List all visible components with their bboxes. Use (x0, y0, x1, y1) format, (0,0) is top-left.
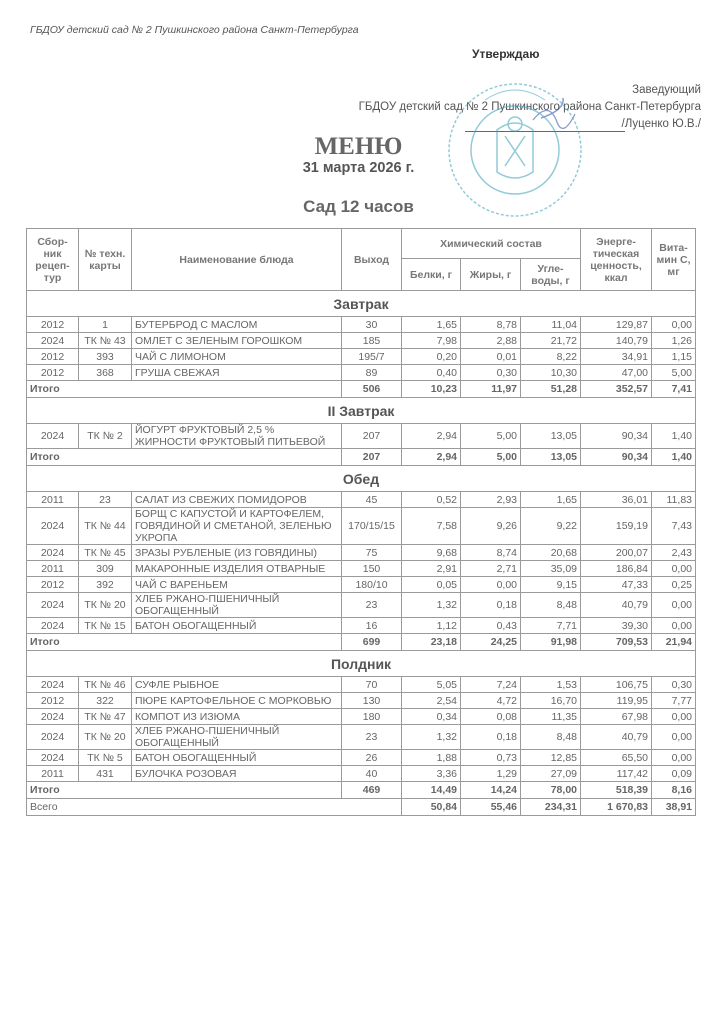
recipe-collection: 2011 (27, 492, 79, 508)
subtotal-fat: 5,00 (461, 449, 521, 466)
value-carbs: 10,30 (521, 365, 581, 381)
value-fat: 0,30 (461, 365, 521, 381)
subtotal-energy: 90,34 (581, 449, 652, 466)
recipe-collection: 2024 (27, 545, 79, 561)
dish-yield: 26 (342, 750, 402, 766)
value-protein: 2,54 (402, 693, 461, 709)
subtotal-vitc: 21,94 (652, 634, 696, 651)
col-header-fat: Жиры, г (461, 259, 521, 291)
table-row (27, 618, 696, 634)
tech-card-number: 23 (79, 492, 132, 508)
value-protein: 1,32 (402, 725, 461, 750)
subtotal-carbs: 51,28 (521, 381, 581, 398)
dish-name: ГРУША СВЕЖАЯ (132, 365, 342, 381)
table-row (27, 693, 696, 709)
value-carbs: 11,35 (521, 709, 581, 725)
value-carbs: 8,22 (521, 349, 581, 365)
value-vitc: 0,00 (652, 561, 696, 577)
value-protein: 9,68 (402, 545, 461, 561)
value-vitc: 0,00 (652, 725, 696, 750)
subtotal-fat: 24,25 (461, 634, 521, 651)
recipe-collection: 2012 (27, 577, 79, 593)
tech-card-number: 309 (79, 561, 132, 577)
value-carbs: 21,72 (521, 333, 581, 349)
value-vitc: 11,83 (652, 492, 696, 508)
value-energy: 90,34 (581, 424, 652, 449)
value-carbs: 27,09 (521, 766, 581, 782)
subtotal-label: Итого (27, 449, 342, 466)
table-row (27, 577, 696, 593)
table-row (27, 365, 696, 381)
recipe-collection: 2011 (27, 561, 79, 577)
dish-yield: 75 (342, 545, 402, 561)
value-vitc: 0,25 (652, 577, 696, 593)
dish-name: ЧАЙ С ЛИМОНОМ (132, 349, 342, 365)
value-energy: 40,79 (581, 593, 652, 618)
section-title: II Завтрак (27, 398, 696, 424)
value-fat: 0,01 (461, 349, 521, 365)
tech-card-number: ТК № 5 (79, 750, 132, 766)
value-fat: 0,08 (461, 709, 521, 725)
table-row (27, 725, 696, 750)
value-protein: 1,32 (402, 593, 461, 618)
value-energy: 186,84 (581, 561, 652, 577)
dish-yield: 207 (342, 424, 402, 449)
value-carbs: 12,85 (521, 750, 581, 766)
dish-yield: 180 (342, 709, 402, 725)
subtotal-label: Итого (27, 782, 342, 799)
recipe-collection: 2024 (27, 424, 79, 449)
dish-yield: 89 (342, 365, 402, 381)
col-header-yield: Выход (342, 229, 402, 291)
value-protein: 1,65 (402, 317, 461, 333)
head-position: Заведующий (632, 84, 701, 96)
menu-date: 31 марта 2026 г. (302, 160, 415, 176)
subtotal-energy: 352,57 (581, 381, 652, 398)
menu-table-body (27, 291, 696, 816)
value-fat: 0,73 (461, 750, 521, 766)
dish-yield: 30 (342, 317, 402, 333)
table-row (27, 709, 696, 725)
value-carbs: 9,22 (521, 508, 581, 545)
value-vitc: 2,43 (652, 545, 696, 561)
value-fat: 2,71 (461, 561, 521, 577)
value-protein: 7,58 (402, 508, 461, 545)
value-fat: 0,18 (461, 593, 521, 618)
dish-name: САЛАТ ИЗ СВЕЖИХ ПОМИДОРОВ (132, 492, 342, 508)
recipe-collection: 2024 (27, 508, 79, 545)
tech-card-number: ТК № 20 (79, 725, 132, 750)
recipe-collection: 2024 (27, 709, 79, 725)
table-row (27, 492, 696, 508)
subtotal-row (27, 782, 696, 799)
dish-yield: 70 (342, 677, 402, 693)
tech-card-number: 393 (79, 349, 132, 365)
value-vitc: 1,15 (652, 349, 696, 365)
value-carbs: 1,53 (521, 677, 581, 693)
dish-yield: 185 (342, 333, 402, 349)
recipe-collection: 2012 (27, 349, 79, 365)
value-vitc: 0,30 (652, 677, 696, 693)
value-vitc: 7,43 (652, 508, 696, 545)
grand-total-energy: 1 670,83 (581, 799, 652, 816)
value-vitc: 0,00 (652, 618, 696, 634)
value-vitc: 0,00 (652, 750, 696, 766)
section-header (27, 651, 696, 677)
value-vitc: 1,40 (652, 424, 696, 449)
tech-card-number: 322 (79, 693, 132, 709)
tech-card-number: 431 (79, 766, 132, 782)
col-header-tech-card: № техн. карты (79, 229, 132, 291)
value-carbs: 20,68 (521, 545, 581, 561)
grand-total-protein: 50,84 (402, 799, 461, 816)
section-header (27, 466, 696, 492)
col-header-collection: Сбор-ник рецеп-тур (27, 229, 79, 291)
dish-name: БУТЕРБРОД С МАСЛОМ (132, 317, 342, 333)
subtotal-row (27, 449, 696, 466)
value-energy: 40,79 (581, 725, 652, 750)
recipe-collection: 2024 (27, 333, 79, 349)
value-protein: 5,05 (402, 677, 461, 693)
page-title: МЕНЮ (314, 133, 403, 160)
tech-card-number: ТК № 15 (79, 618, 132, 634)
dish-yield: 16 (342, 618, 402, 634)
value-protein: 0,52 (402, 492, 461, 508)
recipe-collection: 2024 (27, 618, 79, 634)
value-fat: 8,78 (461, 317, 521, 333)
subtotal-vitc: 7,41 (652, 381, 696, 398)
dish-yield: 40 (342, 766, 402, 782)
subtotal-row (27, 381, 696, 398)
col-header-dish: Наименование блюда (132, 229, 342, 291)
value-energy: 47,33 (581, 577, 652, 593)
value-energy: 119,95 (581, 693, 652, 709)
subtotal-fat: 11,97 (461, 381, 521, 398)
tech-card-number: ТК № 47 (79, 709, 132, 725)
value-fat: 7,24 (461, 677, 521, 693)
value-energy: 117,42 (581, 766, 652, 782)
value-energy: 140,79 (581, 333, 652, 349)
value-carbs: 11,04 (521, 317, 581, 333)
grand-total-carbs: 234,31 (521, 799, 581, 816)
subtotal-yield: 506 (342, 381, 402, 398)
dish-name: ЗРАЗЫ РУБЛЕНЫЕ (ИЗ ГОВЯДИНЫ) (132, 545, 342, 561)
dish-name: КОМПОТ ИЗ ИЗЮМА (132, 709, 342, 725)
subtotal-fat: 14,24 (461, 782, 521, 799)
subtotal-carbs: 91,98 (521, 634, 581, 651)
value-vitc: 5,00 (652, 365, 696, 381)
dish-name: БАТОН ОБОГАЩЕННЫЙ (132, 750, 342, 766)
dish-name: БОРЩ С КАПУСТОЙ И КАРТОФЕЛЕМ, ГОВЯДИНОЙ И СМЕТАНОЙ, ЗЕЛЕНЬЮ УКРОПА (132, 508, 342, 545)
value-carbs: 7,71 (521, 618, 581, 634)
recipe-collection: 2012 (27, 365, 79, 381)
menu-subtitle: Сад 12 часов (303, 197, 414, 216)
dish-name: ПЮРЕ КАРТОФЕЛЬНОЕ С МОРКОВЬЮ (132, 693, 342, 709)
value-fat: 8,74 (461, 545, 521, 561)
organization-header: ГБДОУ детский сад № 2 Пушкинского района Санкт-Петербурга (30, 24, 359, 36)
table-row (27, 349, 696, 365)
table-row (27, 766, 696, 782)
subtotal-energy: 709,53 (581, 634, 652, 651)
value-fat: 0,00 (461, 577, 521, 593)
dish-yield: 45 (342, 492, 402, 508)
section-header (27, 398, 696, 424)
value-protein: 2,91 (402, 561, 461, 577)
subtotal-protein: 14,49 (402, 782, 461, 799)
recipe-collection: 2024 (27, 725, 79, 750)
value-energy: 39,30 (581, 618, 652, 634)
dish-yield: 130 (342, 693, 402, 709)
table-row (27, 424, 696, 449)
recipe-collection: 2024 (27, 593, 79, 618)
value-protein: 2,94 (402, 424, 461, 449)
value-fat: 2,93 (461, 492, 521, 508)
value-carbs: 8,48 (521, 593, 581, 618)
tech-card-number: ТК № 46 (79, 677, 132, 693)
tech-card-number: 1 (79, 317, 132, 333)
value-energy: 34,91 (581, 349, 652, 365)
tech-card-number: ТК № 20 (79, 593, 132, 618)
dish-name: ЙОГУРТ ФРУКТОВЫЙ 2,5 % ЖИРНОСТИ ФРУКТОВЫЙ ПИТЬЕВОЙ (132, 424, 342, 449)
dish-yield: 23 (342, 725, 402, 750)
col-header-chemical: Химический состав (402, 229, 581, 259)
subtotal-protein: 23,18 (402, 634, 461, 651)
subtotal-label: Итого (27, 381, 342, 398)
subtotal-label: Итого (27, 634, 342, 651)
value-carbs: 9,15 (521, 577, 581, 593)
value-fat: 1,29 (461, 766, 521, 782)
subtotal-carbs: 78,00 (521, 782, 581, 799)
recipe-collection: 2011 (27, 766, 79, 782)
dish-name: МАКАРОННЫЕ ИЗДЕЛИЯ ОТВАРНЫЕ (132, 561, 342, 577)
col-header-energy: Энерге-тическая ценность, ккал (581, 229, 652, 291)
value-protein: 0,05 (402, 577, 461, 593)
subtotal-vitc: 1,40 (652, 449, 696, 466)
dish-yield: 170/15/15 (342, 508, 402, 545)
subtotal-vitc: 8,16 (652, 782, 696, 799)
table-row (27, 750, 696, 766)
subtotal-protein: 2,94 (402, 449, 461, 466)
value-carbs: 1,65 (521, 492, 581, 508)
tech-card-number: 392 (79, 577, 132, 593)
value-fat: 5,00 (461, 424, 521, 449)
value-vitc: 0,00 (652, 317, 696, 333)
table-row (27, 508, 696, 545)
value-fat: 0,43 (461, 618, 521, 634)
value-energy: 47,00 (581, 365, 652, 381)
value-protein: 0,20 (402, 349, 461, 365)
recipe-collection: 2024 (27, 750, 79, 766)
dish-yield: 195/7 (342, 349, 402, 365)
value-vitc: 0,09 (652, 766, 696, 782)
subtotal-yield: 699 (342, 634, 402, 651)
grand-total-label: Всего (27, 799, 402, 816)
value-energy: 36,01 (581, 492, 652, 508)
value-energy: 67,98 (581, 709, 652, 725)
value-vitc: 1,26 (652, 333, 696, 349)
value-fat: 4,72 (461, 693, 521, 709)
value-fat: 9,26 (461, 508, 521, 545)
recipe-collection: 2012 (27, 317, 79, 333)
head-organization: ГБДОУ детский сад № 2 Пушкинского района Санкт-Петербурга (358, 101, 701, 113)
subtotal-row (27, 634, 696, 651)
value-fat: 0,18 (461, 725, 521, 750)
approval-label: Утверждаю (472, 47, 540, 61)
dish-name: БАТОН ОБОГАЩЕННЫЙ (132, 618, 342, 634)
dish-yield: 23 (342, 593, 402, 618)
value-carbs: 13,05 (521, 424, 581, 449)
table-row (27, 677, 696, 693)
grand-total-fat: 55,46 (461, 799, 521, 816)
value-protein: 0,40 (402, 365, 461, 381)
subtotal-yield: 207 (342, 449, 402, 466)
recipe-collection: 2012 (27, 693, 79, 709)
value-protein: 1,88 (402, 750, 461, 766)
dish-yield: 150 (342, 561, 402, 577)
value-vitc: 0,00 (652, 593, 696, 618)
section-title: Обед (27, 466, 696, 492)
value-protein: 3,36 (402, 766, 461, 782)
table-row (27, 545, 696, 561)
col-header-carbs: Угле-воды, г (521, 259, 581, 291)
tech-card-number: 368 (79, 365, 132, 381)
value-carbs: 8,48 (521, 725, 581, 750)
recipe-collection: 2024 (27, 677, 79, 693)
value-vitc: 7,77 (652, 693, 696, 709)
menu-table (26, 228, 696, 816)
col-header-protein: Белки, г (402, 259, 461, 291)
tech-card-number: ТК № 45 (79, 545, 132, 561)
subtotal-protein: 10,23 (402, 381, 461, 398)
dish-name: СУФЛЕ РЫБНОЕ (132, 677, 342, 693)
subtotal-yield: 469 (342, 782, 402, 799)
value-energy: 65,50 (581, 750, 652, 766)
value-carbs: 16,70 (521, 693, 581, 709)
dish-yield: 180/10 (342, 577, 402, 593)
grand-total-vitc: 38,91 (652, 799, 696, 816)
value-protein: 7,98 (402, 333, 461, 349)
section-title: Завтрак (27, 291, 696, 317)
section-title: Полдник (27, 651, 696, 677)
dish-name: ХЛЕБ РЖАНО-ПШЕНИЧНЫЙ ОБОГАЩЕННЫЙ (132, 725, 342, 750)
value-energy: 159,19 (581, 508, 652, 545)
value-protein: 1,12 (402, 618, 461, 634)
value-energy: 200,07 (581, 545, 652, 561)
dish-name: ОМЛЕТ С ЗЕЛЕНЫМ ГОРОШКОМ (132, 333, 342, 349)
value-energy: 106,75 (581, 677, 652, 693)
value-energy: 129,87 (581, 317, 652, 333)
table-row (27, 593, 696, 618)
value-carbs: 35,09 (521, 561, 581, 577)
table-row (27, 333, 696, 349)
value-vitc: 0,00 (652, 709, 696, 725)
table-row (27, 561, 696, 577)
value-fat: 2,88 (461, 333, 521, 349)
dish-name: ЧАЙ С ВАРЕНЬЕМ (132, 577, 342, 593)
subtotal-energy: 518,39 (581, 782, 652, 799)
table-row (27, 317, 696, 333)
section-header (27, 291, 696, 317)
dish-name: ХЛЕБ РЖАНО-ПШЕНИЧНЫЙ ОБОГАЩЕННЫЙ (132, 593, 342, 618)
tech-card-number: ТК № 2 (79, 424, 132, 449)
head-name: /Луценко Ю.В./ (621, 118, 701, 130)
grand-total-row (27, 799, 696, 816)
tech-card-number: ТК № 44 (79, 508, 132, 545)
value-protein: 0,34 (402, 709, 461, 725)
subtotal-carbs: 13,05 (521, 449, 581, 466)
col-header-vitamin: Вита-мин С, мг (652, 229, 696, 291)
tech-card-number: ТК № 43 (79, 333, 132, 349)
dish-name: БУЛОЧКА РОЗОВАЯ (132, 766, 342, 782)
